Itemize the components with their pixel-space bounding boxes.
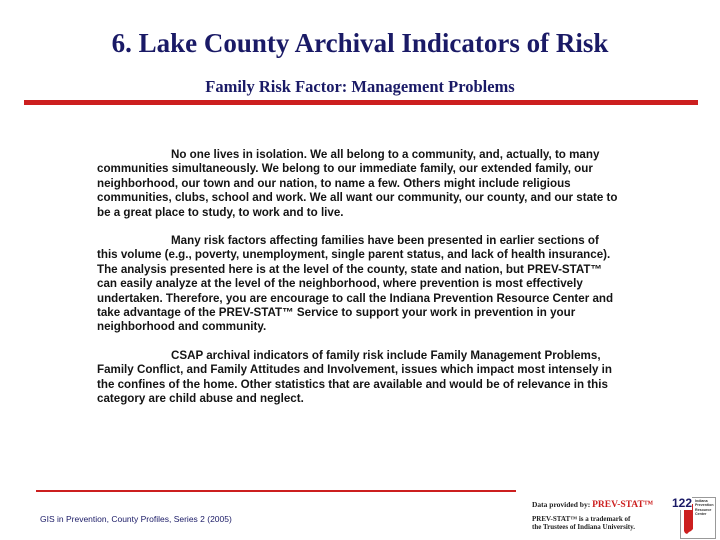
logo-text: Indiana Prevention Resource Center: [695, 499, 714, 517]
page-title: 6. Lake County Archival Indicators of Risk: [111, 28, 609, 58]
paragraph-3: CSAP archival indicators of family risk include Family Management Problems, Family Conflict, and Family Attitudes and Involvement, issues which impact most intensely in the confines of the home. Other statistics that are available and would be of relevance in this category are child abuse and neglect.: [97, 348, 612, 406]
footer-divider: [36, 490, 516, 492]
paragraph-2: Many risk factors affecting families have been presented in earlier sections of this volume (e.g., poverty, unemployment, single parent status, and lack of health insurance). The analysis presented here is at the level of the county, state and nation, but PREV-STAT™ can easily analyze at the level of the neighborhood, where prevention is most effectively undertaken. Therefore, you are encourage to call the Indiana Prevention Resource Center and take advantage of the PREV-STAT™ Service to support your work in prevention in your neighborhood and community.: [97, 234, 614, 334]
title-divider: [24, 100, 698, 105]
badge-provided-line: [532, 500, 653, 510]
badge-brand: PREV-STAT™: [592, 500, 654, 510]
badge-trademark-line-1: PREV-STAT™ is a trademark of: [532, 515, 631, 523]
page-subtitle: Family Risk Factor: Management Problems: [205, 77, 515, 96]
series-footer: GIS in Prevention, County Profiles, Series 2 (2005): [40, 514, 232, 524]
paragraph-1: No one lives in isolation. We all belong to a community, and, actually, to many communities simultaneously. We belong to our immediate family, our extended family, our neighborhood, our town and our nation, to name a few. Others might include religious communities, clubs, school and work. We all want our community, our county, and our state to be a great place to study, to work and to live.: [97, 148, 618, 219]
badge-trademark-line-2: the Trustees of Indiana University.: [532, 523, 635, 531]
page-number: 122: [672, 496, 693, 510]
badge-provided-label: Data provided by:: [532, 500, 591, 509]
body-text: [97, 148, 619, 421]
